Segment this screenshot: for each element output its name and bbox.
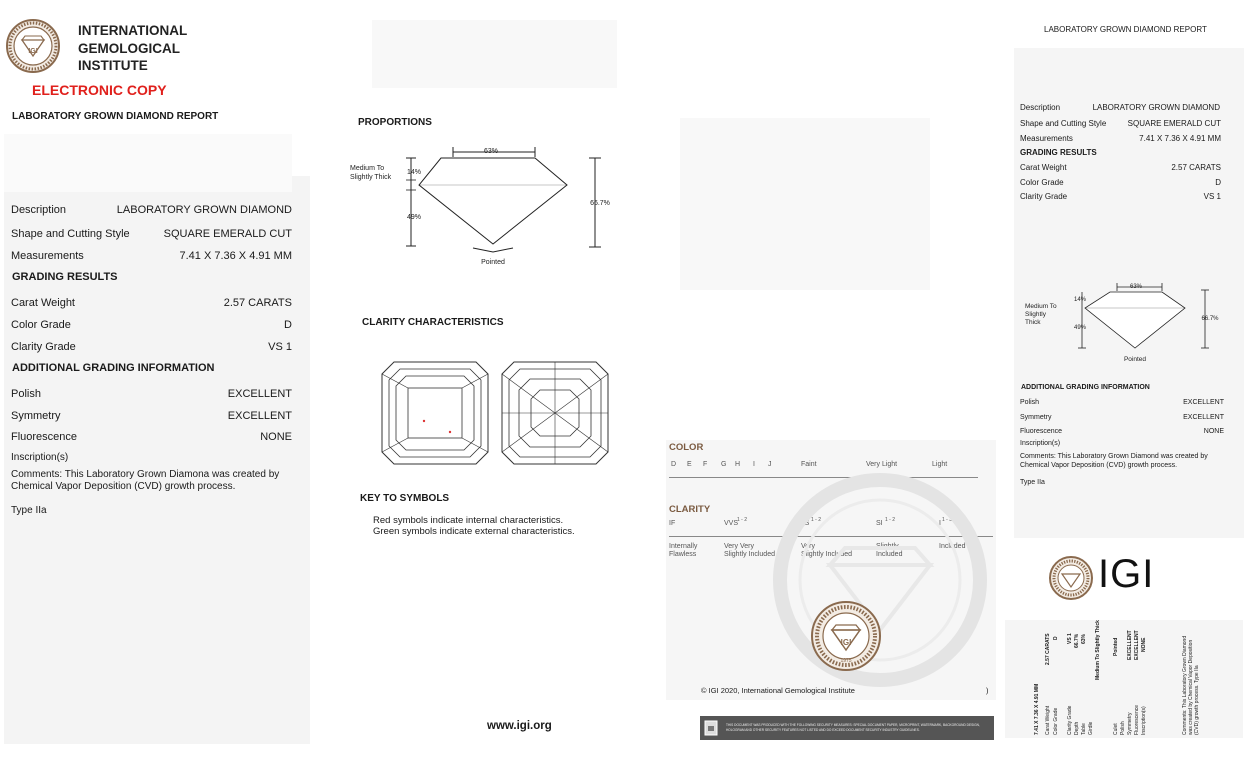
clarity-name-if-2: Flawless bbox=[669, 551, 697, 558]
symmetry-row bbox=[11, 410, 292, 422]
color-grade-label: Color Grade bbox=[11, 319, 71, 331]
clarity-name-if bbox=[669, 543, 697, 559]
strip-label-inscriptions: Inscription(s) bbox=[1141, 706, 1147, 735]
plot-pavilion-view bbox=[500, 360, 610, 466]
color-grade-i: I bbox=[753, 461, 755, 468]
rc-description-value: LABORATORY GROWN DIAMOND bbox=[1092, 103, 1220, 112]
strip-label-symmetry: Symmetry bbox=[1127, 712, 1133, 735]
rc-measurements-value: 7.41 X 7.36 X 4.91 MM bbox=[1139, 134, 1221, 143]
pavilion-percent: 49% bbox=[406, 214, 422, 221]
carat-value: 2.57 CARATS bbox=[223, 297, 292, 309]
table-percent: 63% bbox=[483, 148, 499, 155]
additional-grading-heading: ADDITIONAL GRADING INFORMATION bbox=[12, 362, 215, 374]
clarity-name-if-1: Internally bbox=[669, 543, 698, 550]
rc-color-label: Color Grade bbox=[1020, 178, 1064, 187]
svg-text:IGI: IGI bbox=[28, 48, 38, 55]
rc-clarity-label: Clarity Grade bbox=[1020, 192, 1068, 201]
security-bar bbox=[700, 716, 994, 740]
measurements-row bbox=[11, 250, 292, 262]
clarity-name-vs-2: Slightly Included bbox=[801, 551, 852, 558]
strip-girdle: Medium To Slightly Thick bbox=[1095, 620, 1101, 680]
color-grade-row bbox=[11, 319, 292, 331]
culet-label: Pointed bbox=[481, 259, 505, 266]
igi-center-seal-icon bbox=[810, 600, 882, 672]
rc-inscriptions-label: Inscription(s) bbox=[1020, 440, 1061, 447]
proportions-heading: PROPORTIONS bbox=[358, 117, 432, 128]
rc-culet: Pointed bbox=[1123, 356, 1147, 363]
clarity-sup-vvs: 1 - 2 bbox=[737, 517, 748, 523]
clarity-code-i: I bbox=[939, 520, 941, 527]
color-scale-heading: COLOR bbox=[669, 442, 704, 453]
polish-label: Polish bbox=[11, 388, 41, 400]
clarity-grade-row bbox=[11, 341, 292, 353]
strip-label-carat: Carat Weight bbox=[1045, 705, 1051, 735]
clarity-code-vvs: VVS bbox=[724, 520, 739, 527]
rc-symmetry-label: Symmetry bbox=[1020, 414, 1052, 421]
symmetry-value: EXCELLENT bbox=[227, 410, 292, 422]
rc-girdle-1: Medium To bbox=[1025, 303, 1057, 310]
key-green-line: Green symbols indicate external characteristics. bbox=[373, 526, 575, 537]
igi-logo-icon bbox=[1048, 555, 1094, 601]
strip-label-depth: Depth bbox=[1074, 721, 1080, 735]
strip-label-color: Color Grade bbox=[1053, 707, 1059, 735]
key-to-symbols-heading: KEY TO SYMBOLS bbox=[360, 493, 450, 504]
strip-label-polish: Polish bbox=[1120, 721, 1126, 735]
strip-comments-wrap bbox=[1182, 635, 1212, 735]
strip-label-girdle: Girdle bbox=[1088, 721, 1094, 735]
rc-color-value: D bbox=[1215, 178, 1221, 187]
rc-table-percent: 63% bbox=[1129, 284, 1143, 290]
girdle-line-2: Slightly Thick bbox=[350, 174, 392, 181]
clarity-sup-si: 1 - 2 bbox=[885, 517, 896, 523]
rc-girdle-2: Slightly bbox=[1025, 311, 1046, 318]
rc-girdle-3: Thick bbox=[1025, 319, 1041, 326]
plot-crown-view bbox=[380, 360, 490, 466]
website-link[interactable]: www.igi.org bbox=[487, 720, 552, 732]
crown-percent: 14% bbox=[406, 169, 422, 176]
fluorescence-label: Fluorescence bbox=[11, 431, 78, 443]
left-blank-band bbox=[4, 134, 292, 192]
color-grade-e: E bbox=[687, 461, 692, 468]
girdle-line-1: Medium To bbox=[350, 165, 385, 172]
rc-fluorescence-label: Fluorescence bbox=[1020, 428, 1063, 435]
strip-fluorescence: NONE bbox=[1141, 637, 1147, 652]
institute-line-2: GEMOLOGICAL bbox=[78, 40, 180, 56]
rc-crown-percent: 14% bbox=[1073, 297, 1087, 303]
clarity-name-vvs-1: Very Very bbox=[724, 543, 754, 550]
color-grade-j: J bbox=[768, 461, 772, 468]
rc-measurements-row bbox=[1020, 134, 1221, 143]
polish-row bbox=[11, 388, 292, 400]
rc-symmetry-value: EXCELLENT bbox=[1183, 414, 1224, 421]
rc-carat-label: Carat Weight bbox=[1020, 163, 1067, 172]
rc-additional-heading: ADDITIONAL GRADING INFORMATION bbox=[1021, 384, 1150, 391]
carat-label: Carat Weight bbox=[11, 297, 75, 309]
description-row bbox=[11, 204, 292, 216]
rc-polish-value: EXCELLENT bbox=[1183, 399, 1224, 406]
clarity-scale-heading: CLARITY bbox=[669, 504, 711, 515]
strip-label-clarity: Clarity Grade bbox=[1067, 705, 1073, 735]
rc-symmetry-row bbox=[1020, 414, 1224, 421]
seal-year: 1975 bbox=[840, 658, 852, 664]
color-very-light: Very Light bbox=[866, 461, 898, 468]
rc-carat-value: 2.57 CARATS bbox=[1171, 163, 1221, 172]
color-grade-f: F bbox=[703, 461, 708, 468]
rc-shape-value: SQUARE EMERALD CUT bbox=[1127, 119, 1221, 128]
clarity-sup-vs: 1 - 2 bbox=[811, 517, 822, 523]
strip-color: D bbox=[1053, 636, 1059, 640]
inscriptions-label: Inscription(s) bbox=[11, 452, 69, 463]
strip-label-culet: Culet bbox=[1113, 723, 1119, 735]
top-blank-band bbox=[372, 20, 617, 88]
symmetry-label: Symmetry bbox=[11, 410, 61, 422]
rc-polish-row bbox=[1020, 399, 1224, 406]
strip-label-table: Table bbox=[1081, 723, 1087, 735]
right-card-header: LABORATORY GROWN DIAMOND REPORT bbox=[1044, 25, 1207, 34]
description-label: Description bbox=[11, 204, 67, 216]
page-marker: ) bbox=[986, 686, 989, 695]
strip-carat: 2.57 CARATS bbox=[1045, 633, 1051, 665]
clarity-code-si: SI bbox=[876, 520, 883, 527]
color-grade-d: D bbox=[671, 461, 677, 468]
clarity-name-vs-1: Very bbox=[801, 543, 816, 550]
clarity-code-vs: VS bbox=[800, 520, 810, 527]
rc-fluorescence-value: NONE bbox=[1203, 428, 1224, 435]
clarity-code-if: IF bbox=[669, 520, 676, 527]
clarity-name-vvs-2: Slightly Included bbox=[724, 551, 775, 558]
description-value: LABORATORY GROWN DIAMOND bbox=[116, 204, 292, 216]
clarity-name-i-1: Included bbox=[939, 543, 966, 550]
measurements-value: 7.41 X 7.36 X 4.91 MM bbox=[179, 250, 292, 262]
clarity-grade-value: VS 1 bbox=[268, 341, 292, 353]
rc-comments: Comments: This Laboratory Grown Diamond was created by Chemical Vapor Deposition (CVD) growth process. bbox=[1020, 453, 1208, 469]
clarity-characteristics-heading: CLARITY CHARACTERISTICS bbox=[362, 317, 504, 328]
rc-grading-heading: GRADING RESULTS bbox=[1020, 148, 1097, 157]
type-text: Type IIa bbox=[11, 505, 47, 516]
rc-measurements-label: Measurements bbox=[1020, 134, 1073, 143]
security-text: THIS DOCUMENT WAS PRODUCED WITH THE FOLLOWING SECURITY MEASURES: SPECIAL DOCUMENT PAPER, MICROPRINT, WATERMARK, BACKGROUND DESIGN, HOLOGRAM AND OTHER SECURITY FEATURES NOT LISTED AND DO EXCEED DOCUMENT SECURITY INDUSTRY GUIDELINES. bbox=[726, 723, 980, 732]
rc-depth-percent: 66.7% bbox=[1201, 316, 1219, 322]
comments-text: Comments: This Laboratory Grown Diamona was created by Chemical Vapor Deposition (CVD) growth process. bbox=[11, 469, 280, 492]
rc-description-row bbox=[1020, 103, 1220, 112]
color-light: Light bbox=[932, 461, 948, 468]
institute-line-3: INSTITUTE bbox=[78, 58, 148, 73]
grading-results-heading: GRADING RESULTS bbox=[12, 271, 118, 283]
clarity-name-vvs bbox=[724, 543, 775, 559]
rc-pavilion-percent: 49% bbox=[1073, 325, 1087, 331]
strip-label-fluorescence: Fluorescence bbox=[1134, 704, 1140, 735]
rc-shape-row bbox=[1020, 119, 1221, 128]
strip-measurements: 7.41 X 7.36 X 4.91 MM bbox=[1034, 683, 1040, 735]
carat-row bbox=[11, 297, 292, 309]
shape-value: SQUARE EMERALD CUT bbox=[163, 228, 292, 240]
strip-table: 63% bbox=[1081, 633, 1087, 644]
copyright-text: © IGI 2020, International Gemological Institute bbox=[701, 686, 855, 695]
document-icon bbox=[704, 720, 718, 736]
color-grade-g: G bbox=[721, 461, 727, 468]
rc-clarity-value: VS 1 bbox=[1203, 192, 1221, 201]
rc-description-label: Description bbox=[1020, 103, 1061, 112]
rc-carat-row bbox=[1020, 163, 1221, 172]
key-red-line: Red symbols indicate internal characteristics. bbox=[373, 515, 564, 526]
measurements-label: Measurements bbox=[11, 250, 84, 262]
color-grade-value: D bbox=[284, 319, 292, 331]
rc-clarity-row bbox=[1020, 192, 1221, 201]
strip-polish: EXCELLENT bbox=[1127, 630, 1133, 660]
clarity-grade-label: Clarity Grade bbox=[11, 341, 76, 353]
polish-value: EXCELLENT bbox=[227, 388, 292, 400]
svg-text:IGI: IGI bbox=[840, 638, 852, 647]
rc-fluorescence-row bbox=[1020, 428, 1224, 435]
rc-proportions-diagram bbox=[1020, 278, 1225, 366]
shape-row bbox=[11, 228, 292, 240]
clarity-name-si-2: Included bbox=[876, 551, 903, 558]
color-faint: Faint bbox=[801, 461, 817, 468]
center-blank-band bbox=[680, 118, 930, 290]
strip-symmetry: EXCELLENT bbox=[1134, 630, 1140, 660]
rc-type: Type IIa bbox=[1020, 479, 1045, 486]
fluorescence-row bbox=[11, 431, 292, 443]
strip-culet: Pointed bbox=[1113, 637, 1119, 656]
clarity-name-si-1: Slightly bbox=[876, 543, 899, 550]
strip-comments: Comments: This Laboratory Grown Diamond was created by Chemical Vapor Deposition (CVD) growth process. Type IIa bbox=[1182, 635, 1200, 735]
igi-seal-icon bbox=[5, 18, 61, 74]
report-title: LABORATORY GROWN DIAMOND REPORT bbox=[12, 111, 219, 122]
rc-color-row bbox=[1020, 178, 1221, 187]
clarity-sup-i: 1 - 3 bbox=[942, 517, 953, 523]
igi-logo-text: IGI bbox=[1098, 552, 1155, 596]
rc-shape-label: Shape and Cutting Style bbox=[1020, 119, 1107, 128]
strip-depth: 66.7% bbox=[1074, 633, 1080, 648]
electronic-copy-label: ELECTRONIC COPY bbox=[32, 82, 167, 98]
fluorescence-value: NONE bbox=[260, 431, 292, 443]
color-grade-h: H bbox=[735, 461, 741, 468]
institute-line-1: INTERNATIONAL bbox=[78, 23, 188, 38]
depth-percent: 66.7% bbox=[590, 200, 610, 207]
institute-name bbox=[78, 22, 187, 75]
strip-clarity: VS 1 bbox=[1067, 633, 1073, 644]
proportions-diagram bbox=[345, 140, 625, 270]
shape-label: Shape and Cutting Style bbox=[11, 228, 130, 240]
rc-polish-label: Polish bbox=[1020, 399, 1040, 406]
